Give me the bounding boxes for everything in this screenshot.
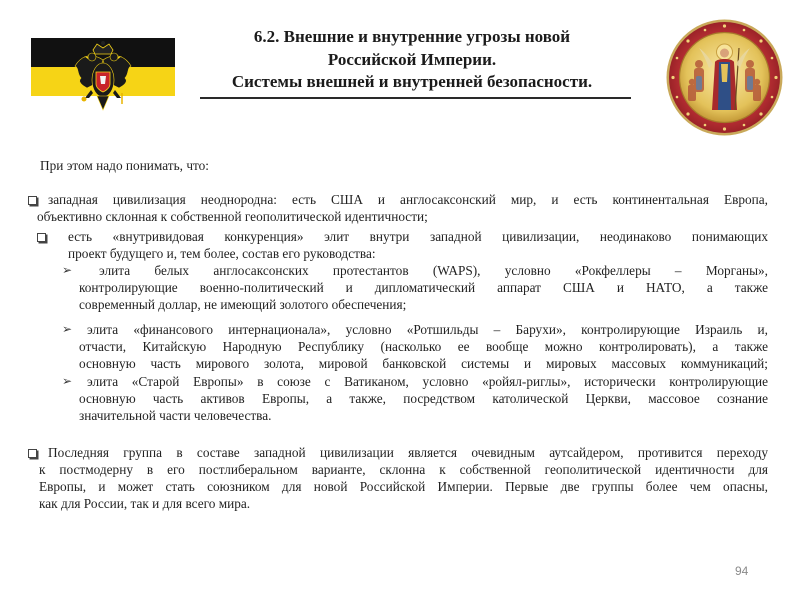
orthodox-icon-medallion <box>665 18 784 137</box>
checkbox-bullet-icon <box>37 233 46 242</box>
sub-bullet-1 <box>79 262 768 313</box>
bullet-2-line-2: проект будущего и, тем более, состав его руководства: <box>68 246 376 261</box>
double-headed-eagle-icon <box>31 38 175 124</box>
arrow-bullet-icon: ➢ <box>62 263 73 277</box>
bullet-1-cont <box>37 208 768 225</box>
imperial-flag-icon <box>31 38 175 124</box>
arrow-bullet-icon: ➢ <box>62 322 73 336</box>
bullet-1-line-1: западная цивилизация неоднородна: есть США и англосаксонский мир, и есть континентальная Европа, <box>48 192 768 207</box>
conclusion <box>48 444 768 461</box>
sub-bullet-3 <box>79 373 768 424</box>
bullet-2-line-1: есть «внутривидовая конкуренция» элит внутри западной цивилизации, неодинаково понимающих <box>68 229 768 244</box>
sub-bullet-2-line-2: отчасти, Китайскую Народную Республику (насколько ее вообще можно контролировать), а также <box>79 339 768 354</box>
bullet-2 <box>68 228 768 262</box>
sub-bullet-2-line-1: элита «финансового интернационала», условно «Ротшильды – Барухи», контролирующие Израиль и, <box>87 322 768 337</box>
conclusion-line-3: Европы, и может стать союзником для новой Российской Империи. Первые две группы более чем опасны, <box>39 479 768 494</box>
bullet-1-line-2: объективно склонная к собственной геополитической идентичности; <box>37 209 428 224</box>
conclusion-line-2: к постмодерну в его постлиберальном варианте, склонна к собственной геополитической идентичности для <box>39 462 768 477</box>
sub-bullet-1-line-2: контролирующие военно-политический и дипломатический аппарат США и НАТО, а также <box>79 280 768 295</box>
conclusion-line-4: как для России, так и для всего мира. <box>39 496 251 511</box>
slide-title <box>196 26 628 94</box>
intro-text: При этом надо понимать, что: <box>40 158 209 173</box>
title-underline <box>200 97 631 99</box>
sub-bullet-1-line-1: элита белых англосаксонских протестантов (WAPS), условно «Рокфеллеры – Морганы», <box>99 263 768 278</box>
checkbox-bullet-icon <box>28 449 37 458</box>
title-line-2: Российской Империи. <box>327 49 497 69</box>
conclusion-cont <box>39 461 768 512</box>
sub-bullet-3-line-2: основную часть активов Европы, а также, посредством католической Церкви, массовое сознание <box>79 391 768 406</box>
sub-bullet-2-line-3: основную часть мирового золота, мировой банковской системы и мировых массовых коммуникаций; <box>79 356 768 371</box>
arrow-bullet-icon: ➢ <box>62 374 73 388</box>
checkbox-bullet-icon <box>28 196 37 205</box>
title-line-1: 6.2. Внешние и внутренние угрозы новой <box>253 27 571 46</box>
sub-bullet-2 <box>79 321 768 372</box>
sub-bullet-3-line-1: элита «Старой Европы» в союзе с Ватиканом, условно «ройял-риглы», исторически контролирующие <box>87 374 768 389</box>
title-line-3: Системы внешней и внутренней безопасности. <box>231 72 593 91</box>
bullet-1 <box>48 191 768 208</box>
conclusion-line-1: Последняя группа в составе западной цивилизации является очевидным аутсайдером, противится переходу <box>48 445 768 460</box>
sub-bullet-1-line-3: современный доллар, не имеющий золотого обеспечения; <box>79 297 407 312</box>
sub-bullet-3-line-3: значительной части человечества. <box>79 408 272 423</box>
page-number: 94 <box>735 564 749 578</box>
